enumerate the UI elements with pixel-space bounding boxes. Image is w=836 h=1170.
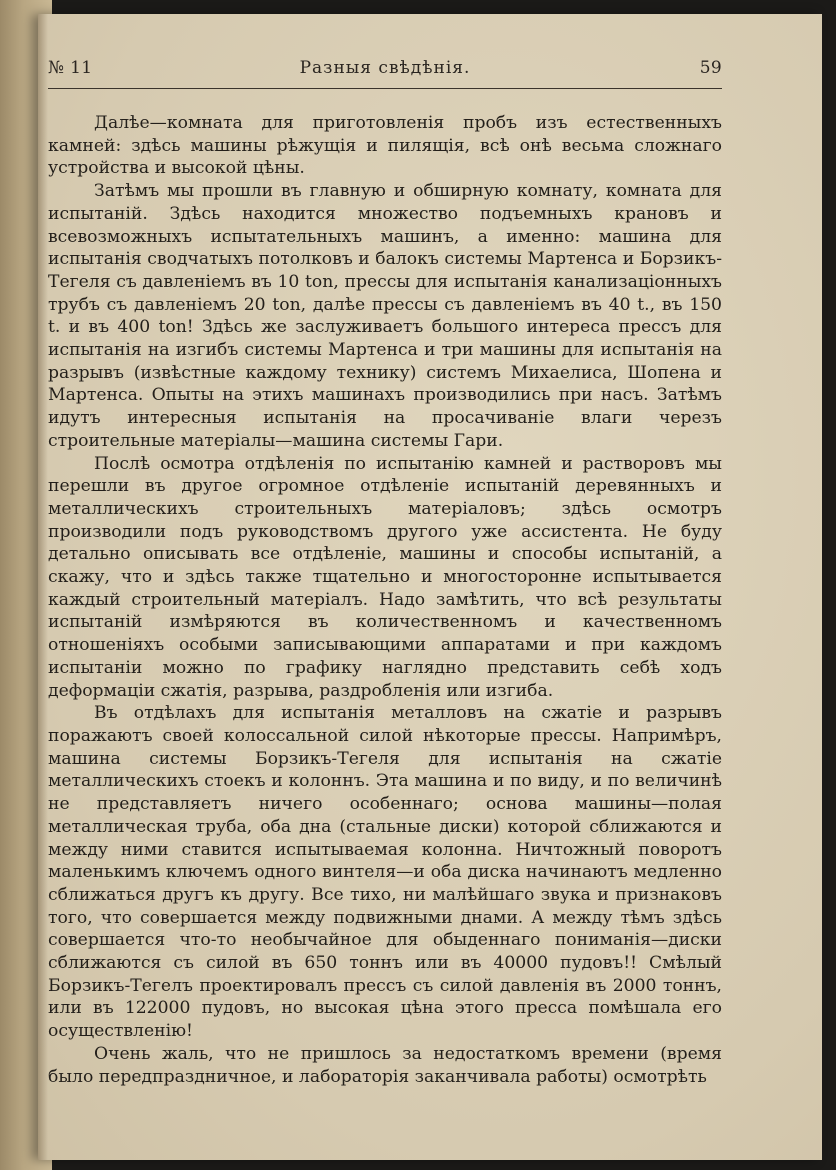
paragraph: Въ отдѣлахъ для испытанія металловъ на сжатіе и разрывъ поражаютъ своей колоссальной силой нѣкоторые прессы. Напримѣръ, машина системы Борзикъ-Тегеля для испытанія на сжатіе металлическихъ стоекъ и колоннъ. Эта машина и по виду, и по величинѣ не представляетъ ничего особеннаго; основа машины—полая металлическая труба, оба дна (стальные диски) которой сближаются и между ними ставится испытываемая колонна. Ничтожный поворотъ маленькимъ ключемъ одного винтеля—и оба диска начинаютъ медленно сближаться другъ къ другу. Все тихо, ни малѣйшаго звука и признаковъ того, что совершается между подвижными днами. А между тѣмъ здѣсь совершается что-то необычайное для обыденнаго пониманія—диски сближаются съ силой въ 650 тоннъ или въ 40000 пудовъ!! Смѣлый Борзикъ-Тегелъ проектировалъ прессъ съ силой давленія въ 2000 тоннъ, или въ 122000 пудовъ, но высокая цѣна этого пресса помѣшала его осуществленію! <box>48 703 722 1042</box>
paragraph: Послѣ осмотра отдѣленія по испытанію камней и растворовъ мы перешли въ другое огромное отдѣленіе испытаній деревянныхъ и металлическихъ строительныхъ матеріаловъ; здѣсь осмотръ производили подъ руководствомъ другого уже ассистента. Не буду детально описывать все отдѣленіе, машины и способы испытаній, а скажу, что и здѣсь также тщательно и многосторонне испытывается каждый строительный матеріалъ. Надо замѣтить, что всѣ результаты испытаній измѣряются въ количественномъ и качественномъ отношеніяхъ особыми записывающими аппаратами и при каждомъ испытаніи можно по графику наглядно представить себѣ ходъ деформаціи сжатія, разрыва, раздробленія или изгиба. <box>48 453 722 701</box>
issue-number: № 11 <box>48 58 93 78</box>
paragraph: Очень жаль, что не пришлось за недостаткомъ времени (время было передпраздничное, и лабораторія заканчивала работы) осмотрѣть <box>48 1043 722 1087</box>
running-header <box>48 58 722 84</box>
header-rule <box>48 88 722 89</box>
page-number: 59 <box>699 58 722 78</box>
body-text <box>48 112 722 1088</box>
paragraph: Затѣмъ мы прошли въ главную и обширную комнату, комната для испытаній. Здѣсь находится множество подъемныхъ крановъ и всевозможныхъ испытательныхъ машинъ, а именно: машина для испытанія сводчатыхъ потолковъ и балокъ системы Мартенса и Борзикъ-Тегеля съ давленіемъ въ 10 ton, прессы для испытанія канализаціонныхъ трубъ съ давленіемъ 20 ton, далѣе прессы съ давленіемъ въ 40 t., въ 150 t. и въ 400 ton! Здѣсь же заслуживаетъ большого интереса прессъ для испытанія на изгибъ системы Мартенса и три машины для испытанія на разрывъ (извѣстные каждому технику) системъ Михаелиса, Шопена и Мартенса. Опыты на этихъ машинахъ производились при насъ. Затѣмъ идутъ интересныя испытанія на просачиваніе влаги черезъ строительные матеріалы—машина системы Гари. <box>48 181 722 451</box>
page-edge-shadow <box>38 14 48 1160</box>
section-title: Разныя свѣдѣнія. <box>299 58 471 78</box>
paragraph: Далѣе—комната для приготовленія пробъ изъ естественныхъ камней: здѣсь машины рѣжущія и пилящія, всѣ онѣ весьма сложнаго устройства и высокой цѣны. <box>48 113 722 179</box>
